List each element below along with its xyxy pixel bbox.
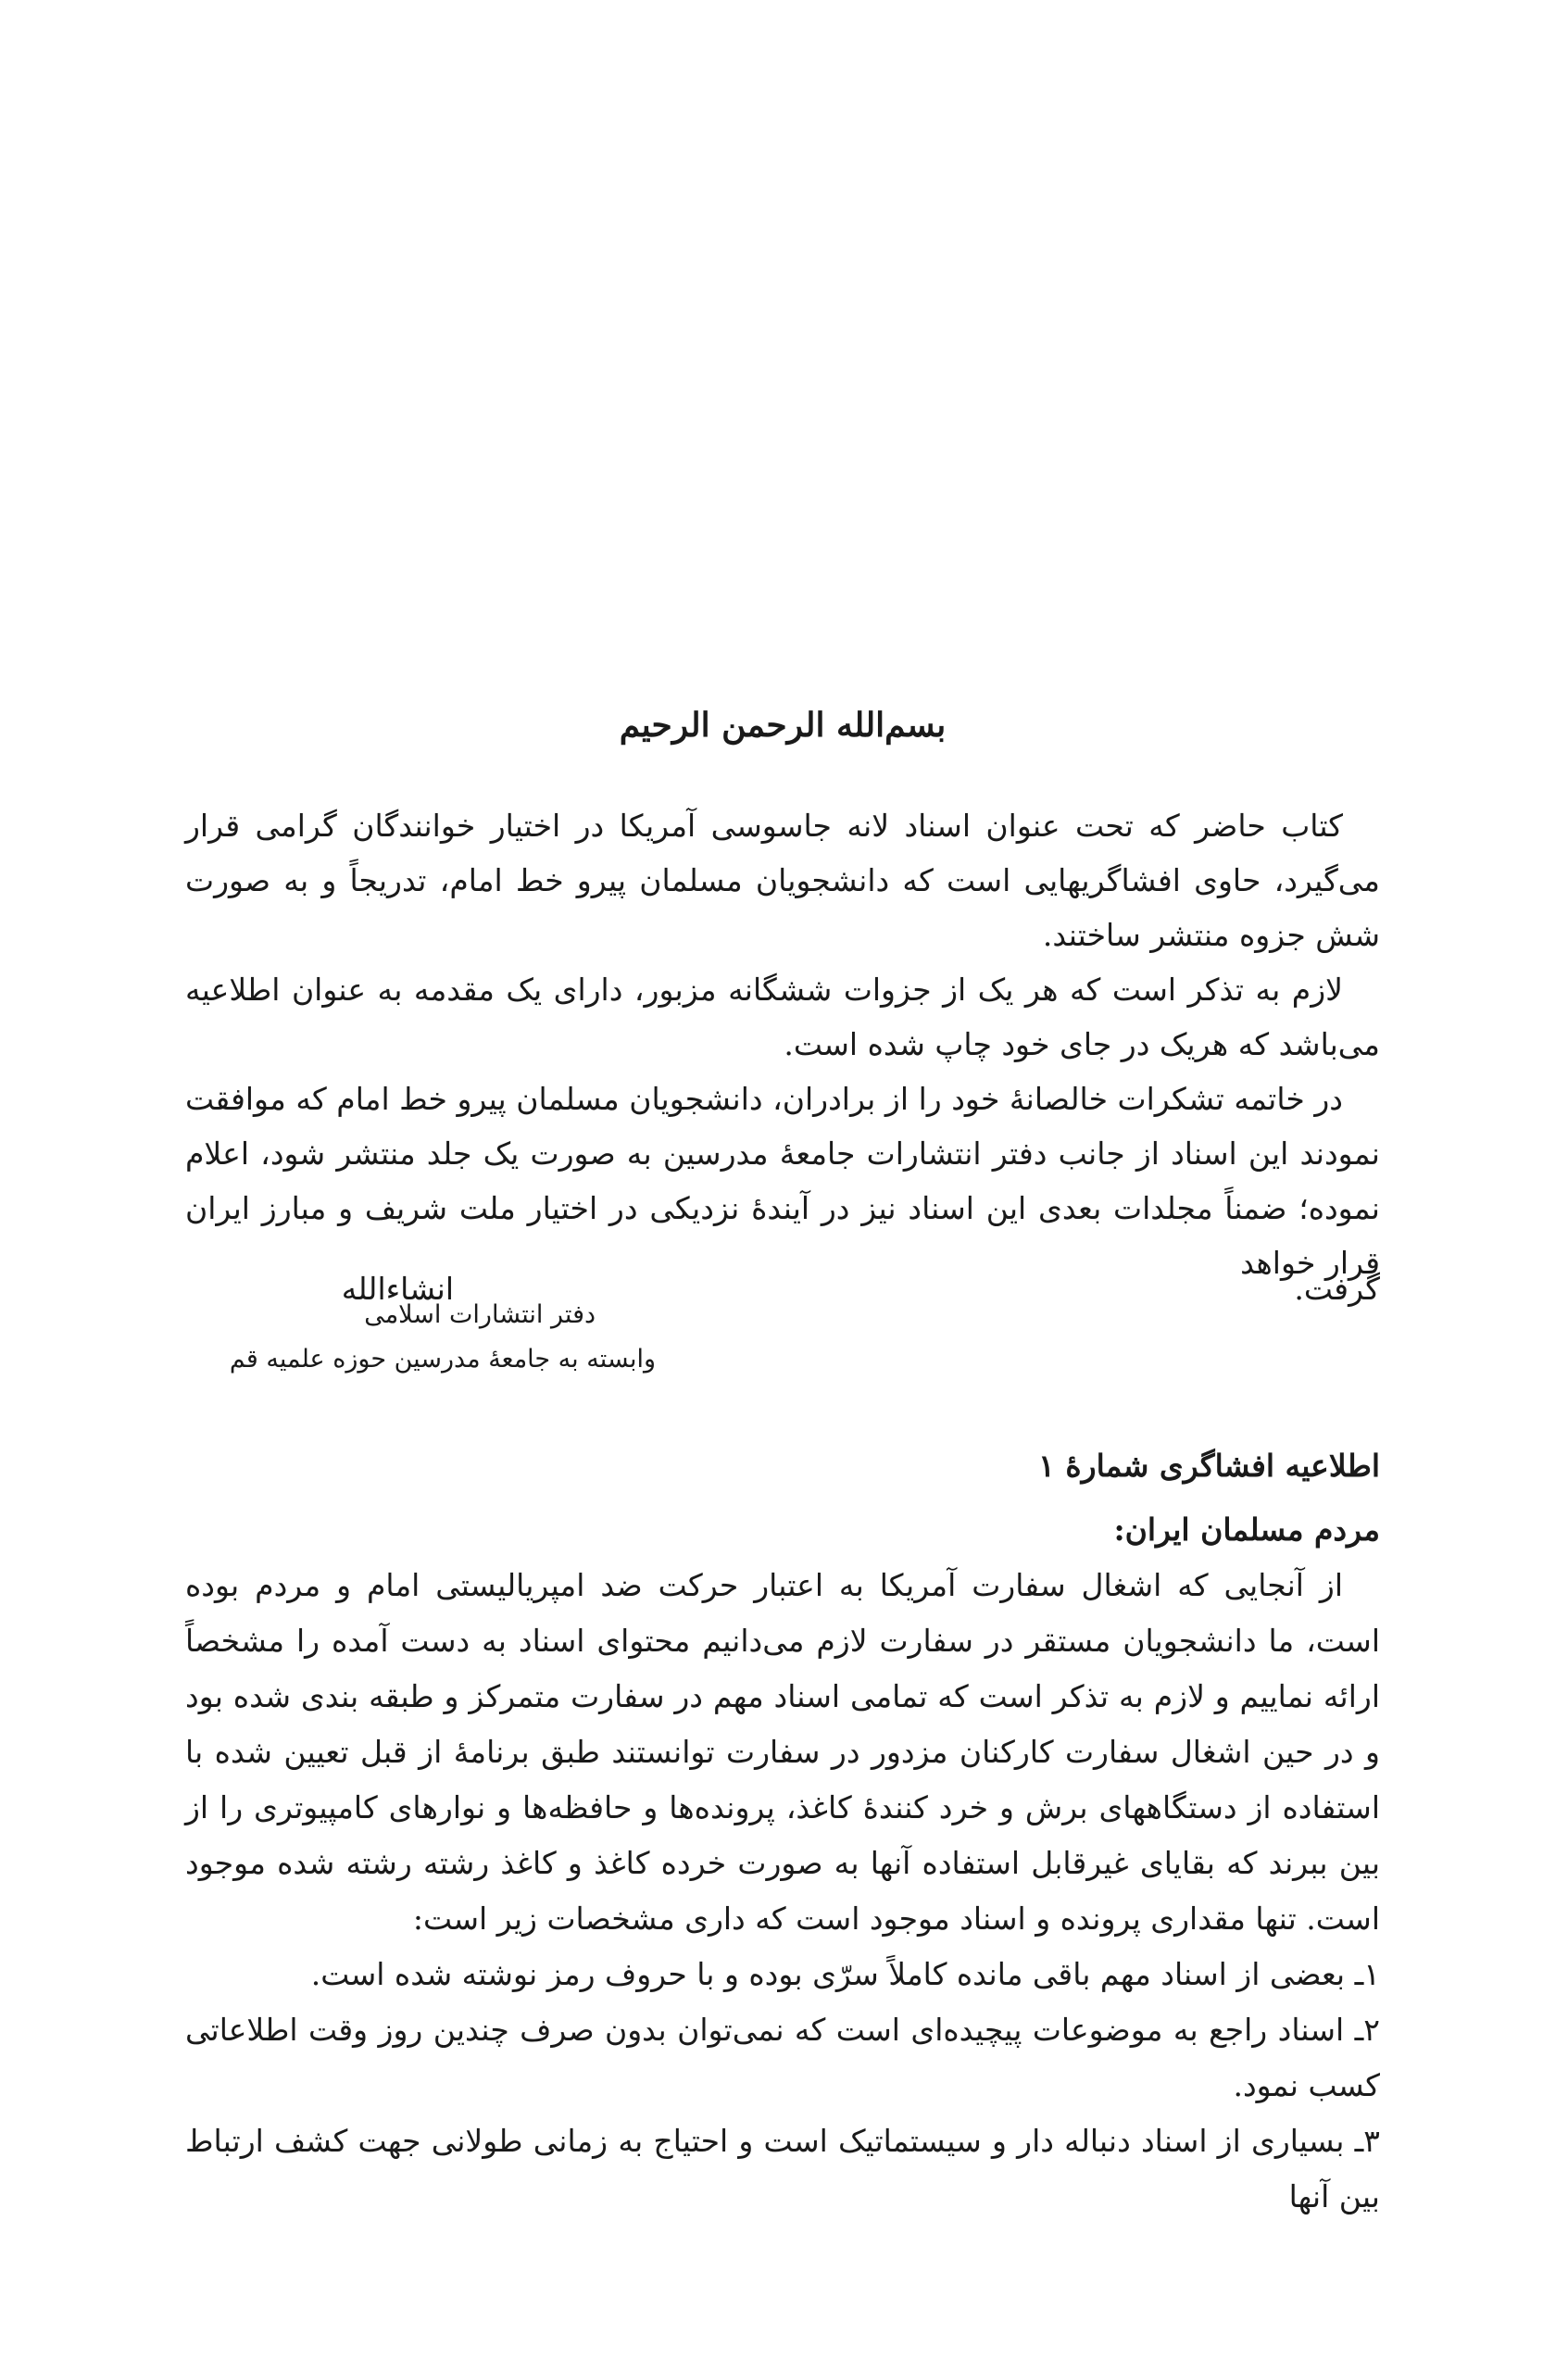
preface-paragraph: لازم به تذکر است که هر یک از جزوات ششگانه مزبور، دارای یک مقدمه به عنوان اطلاعیه می‌باشد که هریک در جای خود چاپ شده است. [185, 972, 1380, 1062]
publisher-affiliation: وابسته به جامعهٔ مدرسین حوزه علمیه قم [229, 1345, 656, 1374]
closing-word: گرفت. [1294, 1271, 1380, 1307]
preface-paragraph: کتاب حاضر که تحت عنوان اسناد لانه جاسوسی آمریکا در اختیار خوانندگان گرامی قرار می‌گیرد، حاوی افشاگریهایی است که دانشجویان مسلمان پیرو خط امام، تدریجاً و به صورت شش جزوه منتشر ساختند. [185, 808, 1380, 953]
list-item: ۲ـ اسناد راجع به موضوعات پیچیده‌ای است که نمی‌توان بدون صرف چندین روز وقت اطلاعاتی کسب نمود. [185, 2012, 1380, 2103]
notice-paragraph: از آنجایی که اشغال سفارت آمریکا به اعتبار حرکت ضد امپریالیستی امام و مردم بوده است، ما دانشجویان مستقر در سفارت لازم می‌دانیم محتوای اسناد به دست آمده را مشخصاً ارائه نماییم و لازم به تذکر است که تمامی اسناد مهم در سفارت متمرکز و طبقه بندی شده بود و در حین اشغال سفارت کارکنان مزدور در سفارت توانستند طبق برنامهٔ از قبل تعیین شده با استفاده از دستگاههای برش و خرد کنندهٔ کاغذ، پرونده‌ها و حافظه‌ها و نوارهای کامپیوتری را از بین ببرند که بقایای غیرقابل استفاده آنها به صورت خرده کاغذ و کاغذ رشته رشته شده موجود است. تنها مقداری پرونده و اسناد موجود است که داری مشخصات زیر است: [185, 1567, 1380, 1937]
list-item: ۱ـ بعضی از اسناد مهم باقی مانده کاملاً سرّی بوده و با حروف رمز نوشته شده است. [310, 1956, 1380, 1992]
inshallah-text: انشاءالله [341, 1271, 454, 1307]
publisher-signature: دفتر انتشارات اسلامی [364, 1300, 596, 1329]
bismillah-heading: بسم‌الله الرحمن الرحیم [619, 706, 947, 745]
notice-body [185, 1558, 1380, 2225]
notice-heading: اطلاعیه افشاگری شمارهٔ ۱ [1038, 1448, 1380, 1484]
notice-salutation: مردم مسلمان ایران: [1113, 1512, 1380, 1548]
notice-list [185, 1947, 1380, 2225]
preface-paragraph: در خاتمه تشکرات خالصانهٔ خود را از برادران، دانشجویان مسلمان پیرو خط امام که موافقت نمودند این اسناد از جانب دفتر انتشارات جامعهٔ مدرسین به صورت یک جلد منتشر شود، اعلام نموده؛ ضمناً مجلدات بعدی این اسناد نیز در آیندهٔ نزدیکی در اختیار ملت شریف و مبارز ایران قرار خواهد [185, 1081, 1380, 1281]
list-item: ۳ـ بسیاری از اسناد دنباله دار و سیستماتیک است و احتیاج به زمانی طولانی جهت کشف ارتباط بین آنها [185, 2123, 1380, 2214]
preface-section [185, 798, 1380, 1290]
